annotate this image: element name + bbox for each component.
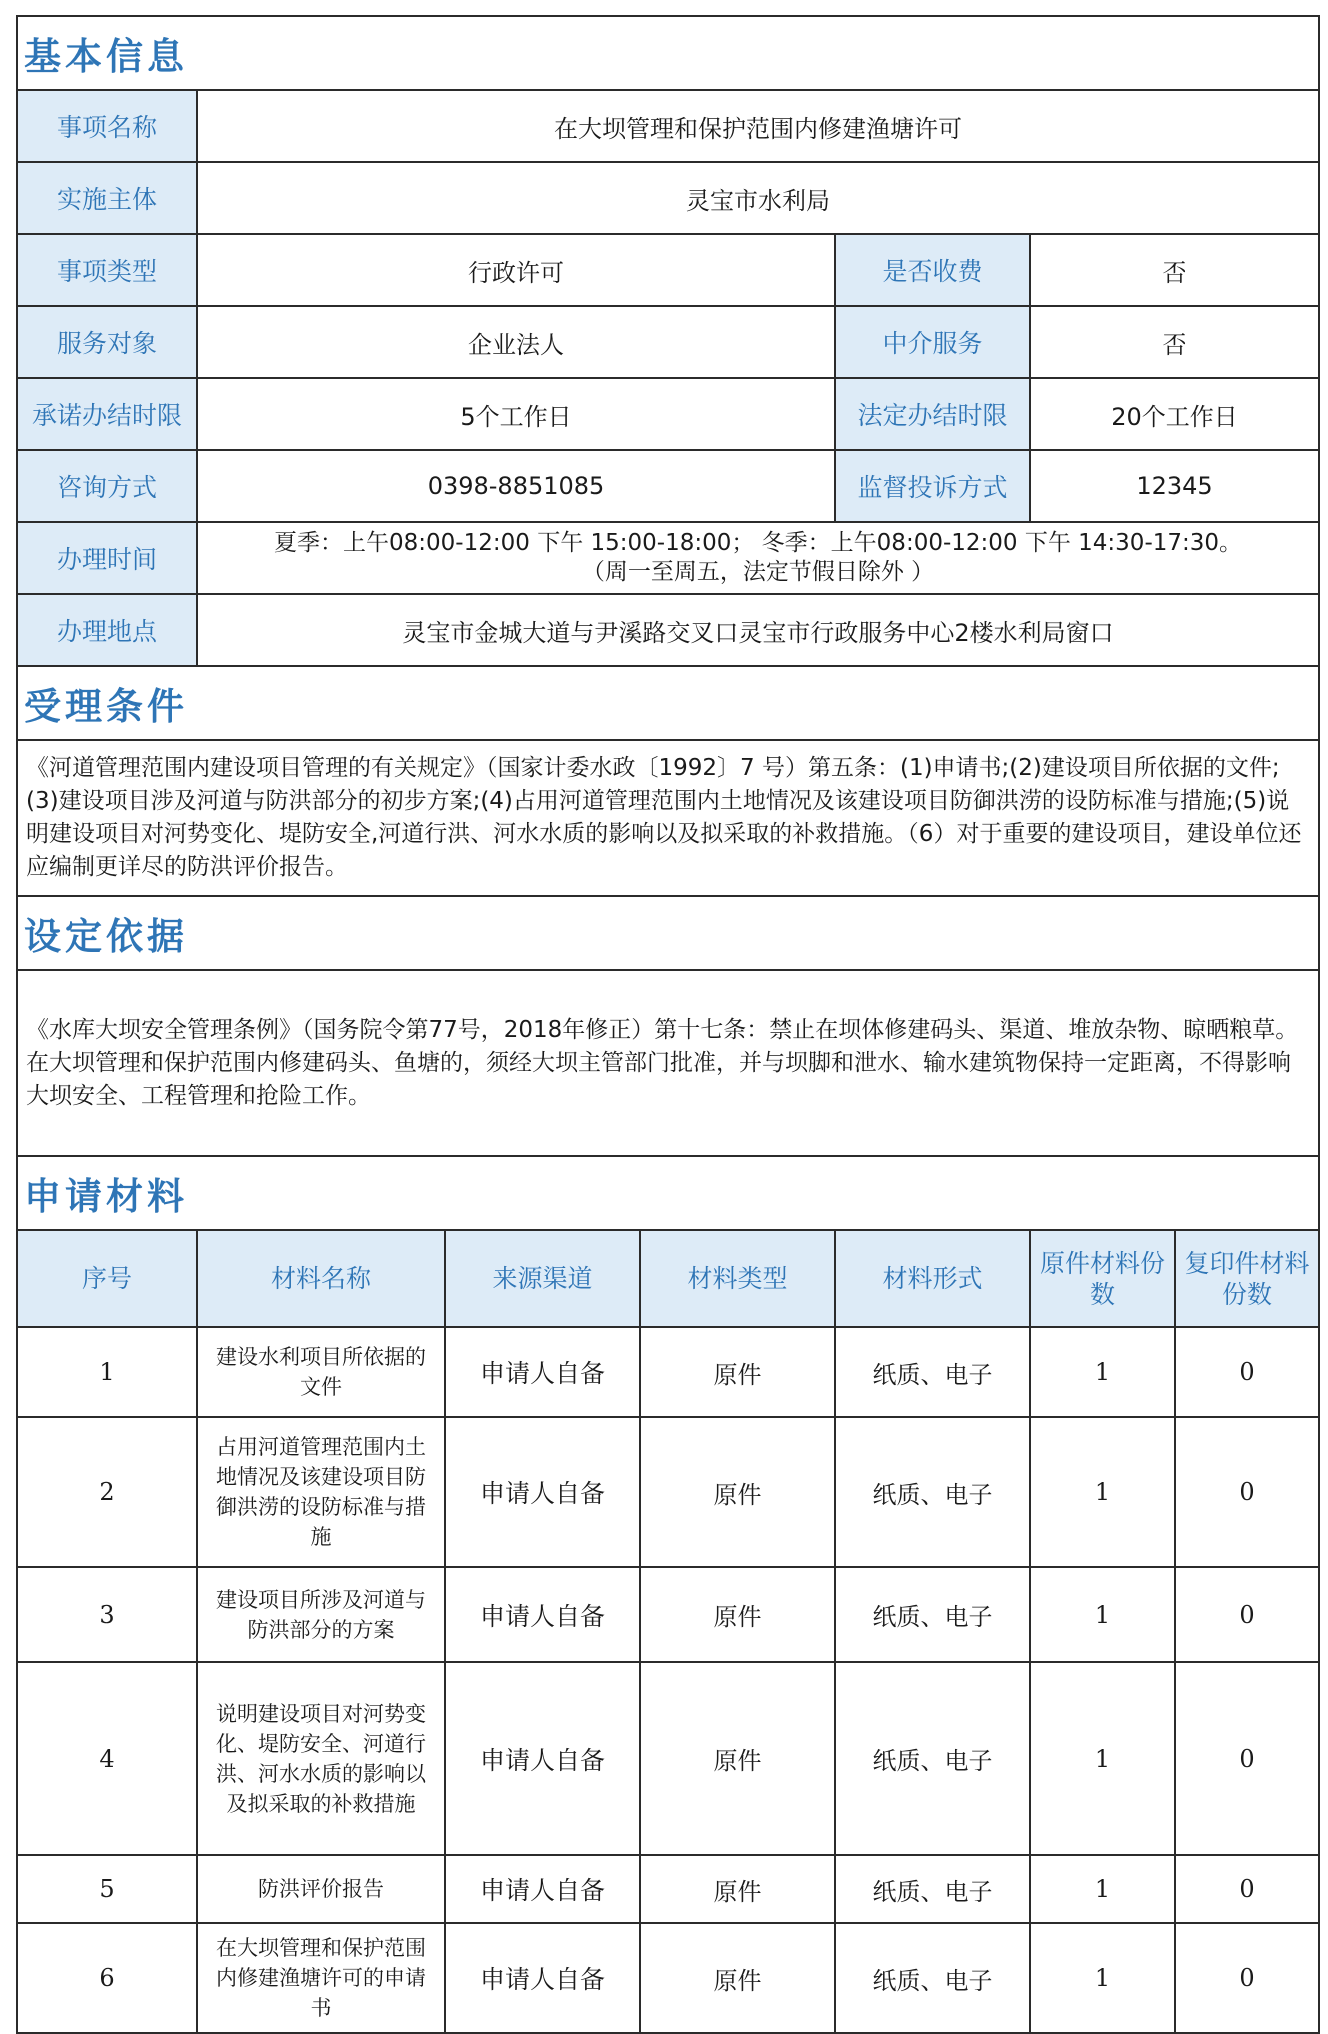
item-type-value: 行政许可 xyxy=(197,234,835,306)
agency-label: 实施主体 xyxy=(17,162,197,234)
col-header-form: 材料形式 xyxy=(835,1230,1030,1327)
col-header-name: 材料名称 xyxy=(197,1230,445,1327)
table-row xyxy=(17,1855,1319,1923)
service-target-value: 企业法人 xyxy=(197,306,835,378)
basis-text: 《水库大坝安全管理条例》（国务院令第77号，2018年修正）第十七条：禁止在坝体修建码头、渠道、堆放杂物、晾晒粮草。在大坝管理和保护范围内修建码头、鱼塘的，须经大坝主管部门批准，并与坝脚和泄水、输水建筑物保持一定距离，不得影响大坝安全、工程管理和抢险工作。 xyxy=(17,970,1319,1156)
item-type-label: 事项类型 xyxy=(17,234,197,306)
material-type: 原件 xyxy=(640,1855,835,1923)
material-form: 纸质、电子 xyxy=(835,1567,1030,1662)
row-no: 1 xyxy=(17,1327,197,1417)
col-header-copy-count: 复印件材料份数 xyxy=(1175,1230,1319,1327)
conditions-text: 《河道管理范围内建设项目管理的有关规定》（国家计委水政〔1992〕7 号）第五条：(1)申请书;(2)建设项目所依据的文件;(3)建设项目涉及河道与防洪部分的初步方案;(4)占用河道管理范围内土地情况及该建设项目防御洪涝的设防标准与措施;(5)说明建设项目对河势变化、堤防安全,河道行洪、河水水质的影响以及拟采取的补救措施。（6）对于重要的建设项目，建设单位还应编制更详尽的防洪评价报告。 xyxy=(17,740,1319,896)
section-materials-title: 申请材料 xyxy=(17,1156,1319,1230)
material-type: 原件 xyxy=(640,1567,835,1662)
original-count: 1 xyxy=(1030,1567,1175,1662)
row-no: 2 xyxy=(17,1417,197,1567)
col-header-type: 材料类型 xyxy=(640,1230,835,1327)
original-count: 1 xyxy=(1030,1327,1175,1417)
service-guide-sheet xyxy=(16,15,1318,2034)
legal-time-label: 法定办结时限 xyxy=(835,378,1030,450)
material-source: 申请人自备 xyxy=(445,1417,640,1567)
complaint-label: 监督投诉方式 xyxy=(835,450,1030,522)
material-name: 说明建设项目对河势变化、堤防安全、河道行洪、河水水质的影响以及拟采取的补救措施 xyxy=(197,1662,445,1855)
material-source: 申请人自备 xyxy=(445,1855,640,1923)
complaint-phone: 12345 xyxy=(1030,450,1319,522)
material-form: 纸质、电子 xyxy=(835,1662,1030,1855)
office-hours-label: 办理时间 xyxy=(17,522,197,594)
guide-table xyxy=(16,15,1320,2034)
table-row xyxy=(17,1923,1319,2033)
original-count: 1 xyxy=(1030,1923,1175,2033)
material-name: 防洪评价报告 xyxy=(197,1855,445,1923)
material-name: 占用河道管理范围内土地情况及该建设项目防御洪涝的设防标准与措施 xyxy=(197,1417,445,1567)
material-type: 原件 xyxy=(640,1327,835,1417)
office-hours-line1: 夏季：上午08:00-12:00 下午 15:00-18:00； 冬季：上午08:00-12:00 下午 14:30-17:30。 xyxy=(274,530,1243,556)
fee-value: 否 xyxy=(1030,234,1319,306)
agent-service-value: 否 xyxy=(1030,306,1319,378)
material-type: 原件 xyxy=(640,1923,835,2033)
material-name: 在大坝管理和保护范围内修建渔塘许可的申请书 xyxy=(197,1923,445,2033)
service-target-label: 服务对象 xyxy=(17,306,197,378)
consult-label: 咨询方式 xyxy=(17,450,197,522)
row-no: 4 xyxy=(17,1662,197,1855)
material-source: 申请人自备 xyxy=(445,1327,640,1417)
copy-count: 0 xyxy=(1175,1327,1319,1417)
table-row xyxy=(17,1567,1319,1662)
material-name: 建设项目所涉及河道与防洪部分的方案 xyxy=(197,1567,445,1662)
agent-service-label: 中介服务 xyxy=(835,306,1030,378)
legal-time-value: 20个工作日 xyxy=(1030,378,1319,450)
address-value: 灵宝市金城大道与尹溪路交叉口灵宝市行政服务中心2楼水利局窗口 xyxy=(197,594,1319,666)
material-form: 纸质、电子 xyxy=(835,1923,1030,2033)
copy-count: 0 xyxy=(1175,1923,1319,2033)
table-row xyxy=(17,1327,1319,1417)
promise-time-label: 承诺办结时限 xyxy=(17,378,197,450)
table-row xyxy=(17,1417,1319,1567)
fee-label: 是否收费 xyxy=(835,234,1030,306)
copy-count: 0 xyxy=(1175,1855,1319,1923)
agency-value: 灵宝市水利局 xyxy=(197,162,1319,234)
material-form: 纸质、电子 xyxy=(835,1855,1030,1923)
office-hours-value xyxy=(197,522,1319,594)
item-name-value: 在大坝管理和保护范围内修建渔塘许可 xyxy=(197,90,1319,162)
office-hours-line2: （周一至周五，法定节假日除外 ） xyxy=(581,559,935,585)
table-row xyxy=(17,1662,1319,1855)
section-conditions-title: 受理条件 xyxy=(17,666,1319,740)
col-header-source: 来源渠道 xyxy=(445,1230,640,1327)
material-source: 申请人自备 xyxy=(445,1662,640,1855)
material-source: 申请人自备 xyxy=(445,1923,640,2033)
material-name: 建设水利项目所依据的文件 xyxy=(197,1327,445,1417)
row-no: 3 xyxy=(17,1567,197,1662)
material-source: 申请人自备 xyxy=(445,1567,640,1662)
section-basis-title: 设定依据 xyxy=(17,896,1319,970)
row-no: 5 xyxy=(17,1855,197,1923)
material-type: 原件 xyxy=(640,1417,835,1567)
original-count: 1 xyxy=(1030,1417,1175,1567)
consult-phone: 0398-8851085 xyxy=(197,450,835,522)
material-type: 原件 xyxy=(640,1662,835,1855)
copy-count: 0 xyxy=(1175,1662,1319,1855)
col-header-original-count: 原件材料份数 xyxy=(1030,1230,1175,1327)
col-header-no: 序号 xyxy=(17,1230,197,1327)
row-no: 6 xyxy=(17,1923,197,2033)
copy-count: 0 xyxy=(1175,1567,1319,1662)
item-name-label: 事项名称 xyxy=(17,90,197,162)
copy-count: 0 xyxy=(1175,1417,1319,1567)
material-form: 纸质、电子 xyxy=(835,1327,1030,1417)
section-basic-title: 基本信息 xyxy=(17,16,1319,90)
material-form: 纸质、电子 xyxy=(835,1417,1030,1567)
address-label: 办理地点 xyxy=(17,594,197,666)
promise-time-value: 5个工作日 xyxy=(197,378,835,450)
original-count: 1 xyxy=(1030,1855,1175,1923)
original-count: 1 xyxy=(1030,1662,1175,1855)
